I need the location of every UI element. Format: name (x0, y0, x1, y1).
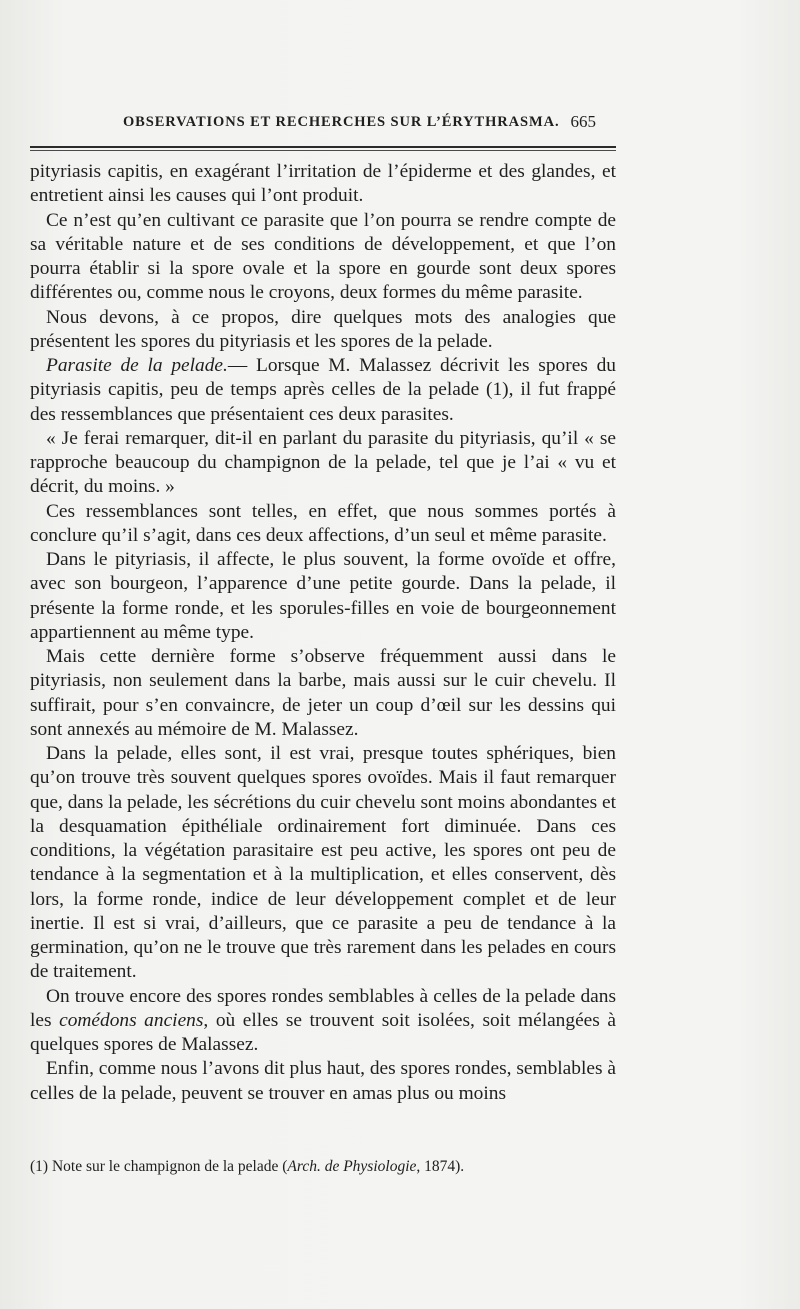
paragraph-text: Ce n’est qu’en cultivant ce parasite que l’on pourra se rendre compte de sa véritable nature et de ses conditions de développement, et que l’on pourra établir si la spore ovale et la spore en gourde sont deux spores différentes ou, comme nous le croyons, deux formes du même parasite. (30, 209, 616, 304)
footnote (30, 1157, 616, 1177)
header-rule-thin (30, 150, 616, 151)
paragraph-text: Ces ressemblances sont telles, en effet, que nous sommes portés à conclure qu’il s’agit, dans ces deux affections, d’un seul et même parasite. (30, 500, 616, 546)
paragraph-text: Mais cette dernière forme s’observe fréquemment aussi dans le pityriasis, non seulement dans la barbe, mais aussi sur le cuir chevelu. Il suffirait, pour s’en convaincre, de jeter un coup d’œil sur les dessins qui sont annexés au mémoire de M. Malassez. (30, 646, 616, 740)
paragraph (30, 500, 616, 549)
paragraph-text: On trouve encore des spores rondes semblables à celles de la pelade dans les (30, 985, 616, 1031)
paragraph-text: — Lorsque M. Malassez décrivit les spores du pityriasis capitis, peu de temps après celles de la pelade (1), il fut frappé des ressemblances que présentaient ces deux parasites. (30, 355, 616, 425)
paragraph-text: « Je ferai remarquer, dit-il en parlant du parasite du pityriasis, qu’il « se rapproche beaucoup du champignon de la pelade, tel que je l’ai « vu et décrit, du moins. » (30, 427, 616, 498)
footnote-marker: (1) (30, 1158, 49, 1175)
paragraph (30, 427, 616, 500)
paragraph-text: Dans le pityriasis, il affecte, le plus souvent, la forme ovoïde et offre, avec son bourgeon, l’apparence d’une petite gourde. Dans la pelade, il présente la forme ronde, et les sporules-filles en voie de bourgeonnement appartiennent au même type. (30, 549, 616, 643)
paragraph-text: , où elles se trouvent soit isolées, soit mélangées à quelques spores de Malassez. (30, 1009, 616, 1055)
body-text (30, 160, 616, 1106)
running-head: OBSERVATIONS ET RECHERCHES SUR L’ÉRYTHRASMA. (123, 114, 560, 130)
footnote-journal: Arch. de Physiologie (287, 1158, 417, 1175)
footnote-text-after: , 1874). (416, 1158, 465, 1175)
paragraph (30, 985, 616, 1058)
paragraph (30, 209, 616, 306)
footnote-text-before: Note sur le champignon de la pelade ( (48, 1158, 288, 1175)
page-number: 665 (570, 112, 596, 131)
paragraph (30, 742, 616, 985)
paragraph-text: Nous devons, à ce propos, dire quelques mots des analogies que présentent les spores du pityriasis et les spores de la pelade. (30, 306, 616, 352)
paragraph (30, 645, 616, 742)
header-rule-thick (30, 146, 616, 148)
paragraph (30, 160, 616, 209)
paragraph-text: Dans la pelade, elles sont, il est vrai, presque toutes sphériques, bien qu’on trouve très souvent quelques spores ovoïdes. Mais il faut remarquer que, dans la pelade, les sécrétions du cuir chevelu sont moins abondantes et la desquamation épithéliale ordinairement fort diminuée. Dans ces conditions, la végétation parasitaire est peu active, les spores ont peu de tendance à la segmentation et à la multiplication, et elles conservent, dès lors, la forme ronde, indice de leur développement complet et de leur inertie. Il est si vrai, d’ailleurs, que ce parasite a peu de tendance à la germination, qu’on ne le trouve que très rarement dans les pelades en cours de traitement. (30, 743, 616, 983)
page-header (30, 112, 596, 136)
italic-text: Parasite de la pelade. (46, 355, 228, 376)
paragraph (30, 354, 616, 427)
paragraph-text: Enfin, comme nous l’avons dit plus haut, des spores rondes, semblables à celles de la pelade, peuvent se trouver en amas plus ou moins (30, 1058, 616, 1104)
paragraph-text: pityriasis capitis, en exagérant l’irritation de l’épiderme et des glandes, et entretient ainsi les causes qui l’ont produit. (30, 161, 616, 207)
paragraph (30, 306, 616, 355)
paragraph (30, 548, 616, 645)
italic-text: comédons anciens (59, 1009, 204, 1031)
paragraph (30, 1057, 616, 1106)
